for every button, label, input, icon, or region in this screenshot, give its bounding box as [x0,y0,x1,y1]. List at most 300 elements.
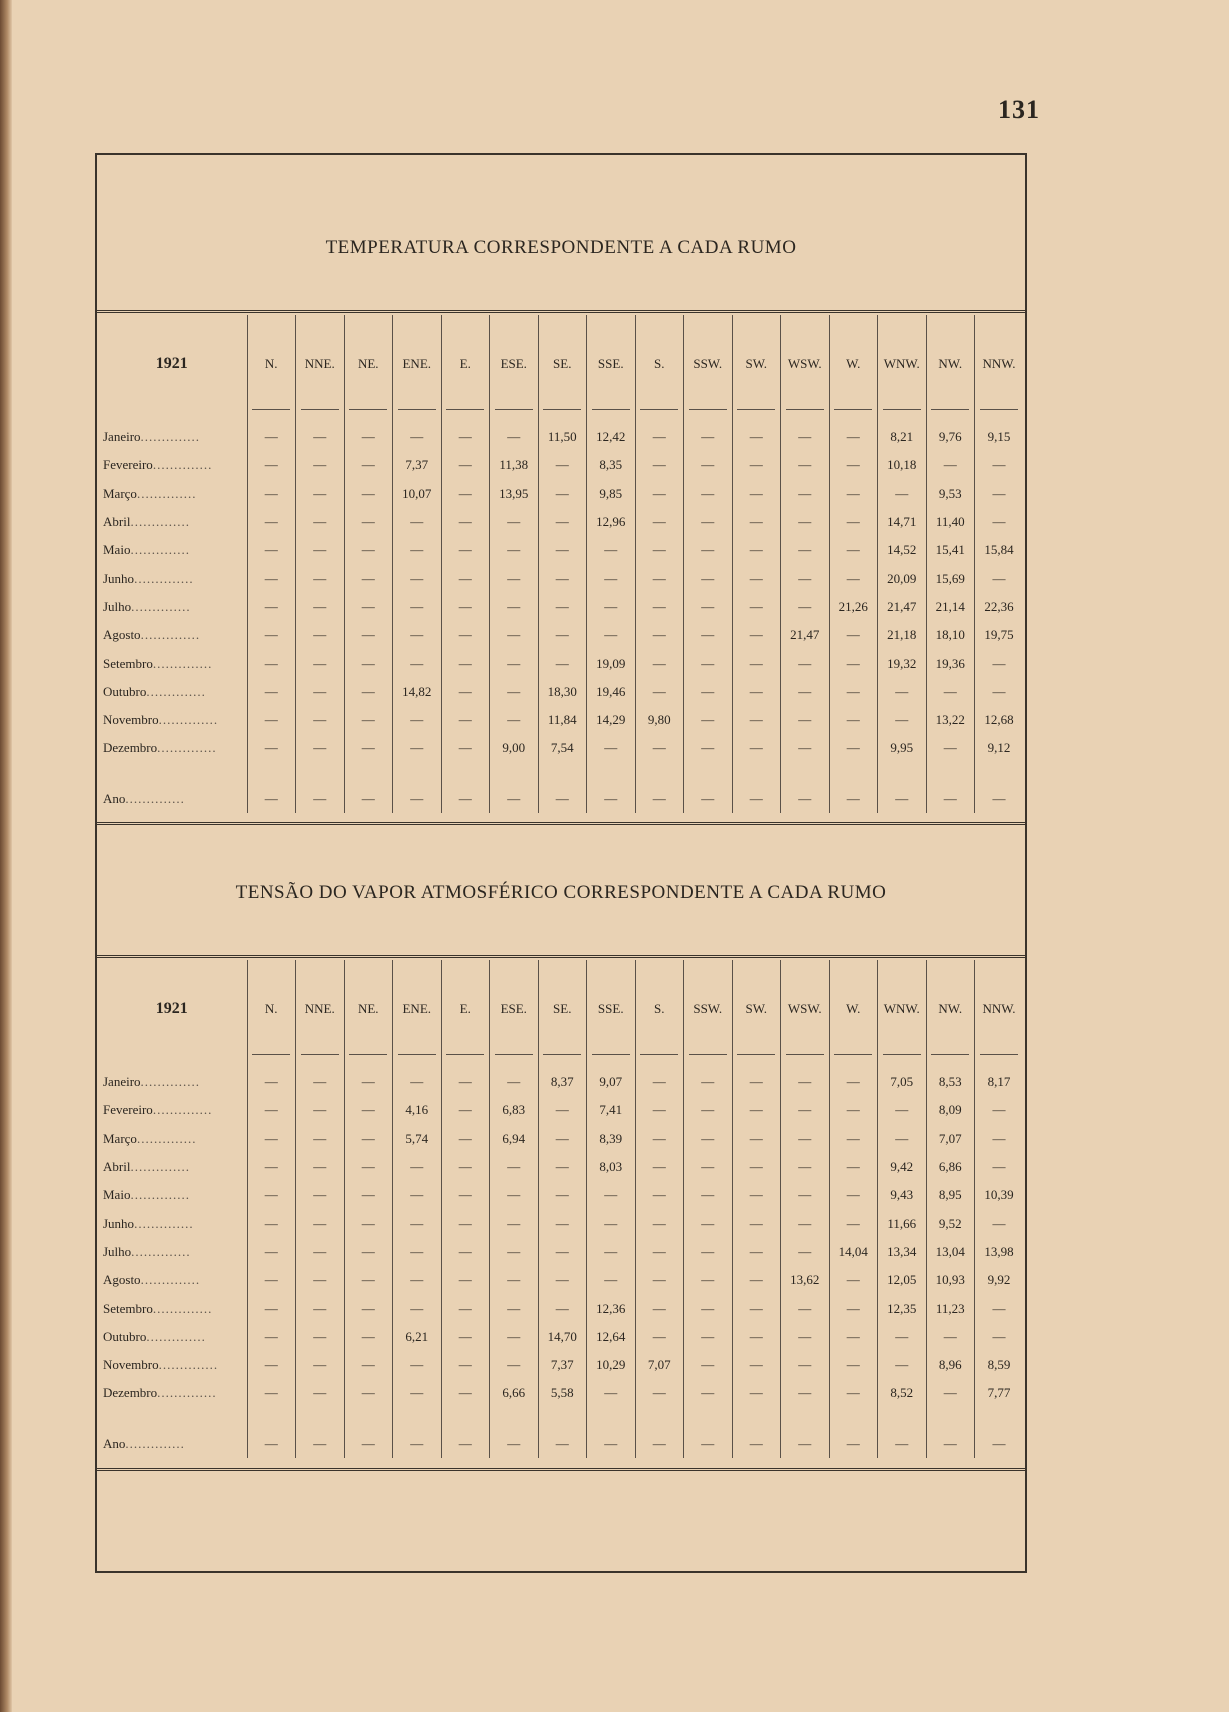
spacer-row [97,413,1023,423]
leader-dots: .............. [130,542,190,558]
column-header [538,315,587,413]
table-row [97,1294,1023,1322]
table-row [97,621,1023,649]
value-cell: — [635,649,684,677]
value-cell: — [635,1209,684,1237]
value-cell: 7,37 [538,1351,587,1379]
value-cell: — [781,1181,830,1209]
section-rule [97,310,1025,313]
value-cell: 9,15 [975,423,1024,451]
header-underline [349,1054,387,1055]
value-cell: — [829,508,878,536]
value-cell: — [781,1096,830,1124]
value-cell: — [344,564,393,592]
value-cell: — [829,1209,878,1237]
value-cell: — [344,1238,393,1266]
month-label: Maio [103,1187,131,1203]
spacer-cell [538,413,587,423]
value-cell: 9,12 [975,734,1024,762]
value-cell: — [781,678,830,706]
column-header [441,960,490,1058]
spacer-cell [441,413,490,423]
value-cell: — [441,423,490,451]
value-cell: — [975,1209,1024,1237]
spacer-cell [635,1058,684,1068]
header-underline [252,409,290,410]
header-row [97,315,1023,413]
month-label: Abril [103,1159,131,1175]
value-cell: 21,14 [926,593,975,621]
value-cell: — [975,1096,1024,1124]
value-cell: — [393,508,442,536]
header-underline [543,409,581,410]
year-header: 1921 [155,355,188,372]
direction-label: WSW. [787,356,822,371]
table-row [97,1068,1023,1096]
table-row [97,678,1023,706]
direction-label: WNW. [883,1001,920,1016]
value-cell: 8,17 [975,1068,1024,1096]
month-cell [97,1096,247,1124]
value-cell: — [296,1294,345,1322]
annual-row [97,1408,1023,1458]
value-cell: — [441,1408,490,1458]
value-cell: — [781,593,830,621]
spacer-cell [587,1058,636,1068]
value-cell: — [490,564,539,592]
header-underline [592,409,630,410]
value-cell: — [829,480,878,508]
value-cell: — [344,593,393,621]
value-cell: 12,96 [587,508,636,536]
value-cell: — [247,621,296,649]
header-underline [543,1054,581,1055]
month-label: Agosto [103,1272,141,1288]
month-label: Junho [103,1215,135,1231]
table-row [97,1181,1023,1209]
column-header [635,960,684,1058]
month-cell [97,1266,247,1294]
value-cell: — [344,423,393,451]
month-cell [97,536,247,564]
value-cell: — [393,706,442,734]
value-cell: — [732,1266,781,1294]
value-cell: 11,40 [926,508,975,536]
value-cell: — [635,1408,684,1458]
table-row [97,1323,1023,1351]
value-cell: — [781,1238,830,1266]
year-header: 1921 [155,1000,188,1017]
value-cell: — [393,763,442,813]
value-cell: — [684,1068,733,1096]
header-underline [495,1054,533,1055]
value-cell: — [344,1294,393,1322]
month-label: Janeiro [103,429,141,445]
month-cell [97,706,247,734]
column-header [926,960,975,1058]
value-cell: 10,29 [587,1351,636,1379]
value-cell: 15,41 [926,536,975,564]
value-cell: — [490,1323,539,1351]
value-cell: — [781,536,830,564]
leader-dots: .............. [140,429,201,445]
value-cell: — [829,763,878,813]
spacer-cell [829,1058,878,1068]
value-cell: — [538,564,587,592]
value-cell: 9,53 [926,480,975,508]
value-cell: 10,18 [878,451,927,479]
section-title: TENSÃO DO VAPOR ATMOSFÉRICO CORRESPONDENTE A CADA RUMO [235,882,887,903]
value-cell: — [441,480,490,508]
spacer-cell [97,1058,247,1068]
leader-dots: .............. [130,1187,190,1203]
value-cell: — [441,678,490,706]
column-header [247,315,296,413]
spacer-cell [296,1058,345,1068]
value-cell: 13,98 [975,1238,1024,1266]
header-underline [446,409,484,410]
value-cell: — [296,1408,345,1458]
section-rule [97,955,1025,958]
value-cell: 9,43 [878,1181,927,1209]
value-cell: — [393,1294,442,1322]
column-header [296,315,345,413]
value-cell: — [781,1379,830,1407]
value-cell: — [441,593,490,621]
value-cell: — [635,536,684,564]
header-underline [980,1054,1018,1055]
value-cell: — [393,1408,442,1458]
value-cell: — [247,1181,296,1209]
value-cell: — [393,1068,442,1096]
value-cell: — [538,1096,587,1124]
month-label: Junho [103,570,135,586]
value-cell: — [829,706,878,734]
direction-label: NW. [938,1001,963,1016]
table-row [97,1266,1023,1294]
value-cell: — [587,1266,636,1294]
value-cell: — [296,1379,345,1407]
month-cell [97,763,247,813]
value-cell: — [247,480,296,508]
value-cell: 9,92 [975,1266,1024,1294]
month-cell [97,1379,247,1407]
value-cell: — [732,536,781,564]
value-cell: — [296,649,345,677]
value-cell: — [441,1294,490,1322]
value-cell: — [975,649,1024,677]
value-cell: — [296,1351,345,1379]
value-cell: — [635,508,684,536]
spacer-cell [635,413,684,423]
header-underline [640,1054,678,1055]
leader-dots: .............. [152,655,213,671]
value-cell: — [684,1153,733,1181]
leader-dots: .............. [140,627,201,643]
value-cell: — [635,1266,684,1294]
value-cell: — [684,1266,733,1294]
value-cell: — [441,1379,490,1407]
value-cell: — [587,564,636,592]
value-cell: — [829,451,878,479]
month-cell [97,1294,247,1322]
value-cell: — [296,1209,345,1237]
leader-dots: .............. [152,1300,213,1316]
header-underline [640,409,678,410]
month-cell [97,564,247,592]
value-cell: 11,84 [538,706,587,734]
header-underline [301,409,339,410]
header-underline [883,409,921,410]
table-row [97,1238,1023,1266]
leader-dots: .............. [134,570,194,586]
direction-label: SW. [745,356,768,371]
column-header [926,315,975,413]
value-cell: — [635,593,684,621]
value-cell: 6,21 [393,1323,442,1351]
value-cell: 6,66 [490,1379,539,1407]
value-cell: — [247,423,296,451]
table-row [97,706,1023,734]
spacer-cell [781,413,830,423]
value-cell: — [490,678,539,706]
value-cell: — [732,1408,781,1458]
direction-label: W. [846,356,861,371]
value-cell: 14,82 [393,678,442,706]
leader-dots: .............. [152,457,213,473]
spacer-cell [926,1058,975,1068]
value-cell: 6,94 [490,1125,539,1153]
value-cell: — [538,649,587,677]
value-cell: — [490,621,539,649]
value-cell: 21,47 [878,593,927,621]
value-cell: — [635,763,684,813]
month-label: Ano [103,1435,126,1451]
table-row [97,508,1023,536]
value-cell: — [441,508,490,536]
value-cell: — [247,1125,296,1153]
month-cell [97,1238,247,1266]
value-cell: — [344,1068,393,1096]
value-cell: 9,76 [926,423,975,451]
value-cell: — [441,734,490,762]
value-cell: — [538,593,587,621]
spacer-cell [975,1058,1024,1068]
value-cell: — [781,480,830,508]
value-cell: — [344,1181,393,1209]
value-cell: — [587,1209,636,1237]
leader-dots: .............. [158,1357,219,1373]
value-cell: — [975,564,1024,592]
header-underline [689,1054,727,1055]
header-underline [980,409,1018,410]
value-cell: 7,07 [926,1125,975,1153]
value-cell: — [538,1181,587,1209]
spacer-cell [538,1058,587,1068]
value-cell: — [344,1125,393,1153]
value-cell: — [781,508,830,536]
leader-dots: .............. [136,485,197,501]
header-underline [301,1054,339,1055]
spacer-cell [296,413,345,423]
value-cell: — [781,649,830,677]
spacer-cell [926,413,975,423]
value-cell: — [296,1266,345,1294]
value-cell: 13,22 [926,706,975,734]
table-frame [95,153,1027,1573]
value-cell: 12,68 [975,706,1024,734]
month-cell [97,649,247,677]
column-header [684,960,733,1058]
value-cell: — [781,423,830,451]
value-cell: 10,07 [393,480,442,508]
month-label: Julho [103,598,132,614]
value-cell: — [781,1153,830,1181]
value-cell: — [587,1408,636,1458]
month-cell [97,1323,247,1351]
column-header [344,315,393,413]
header-underline [931,1054,969,1055]
value-cell: — [296,706,345,734]
value-cell: — [732,1096,781,1124]
spacer-cell [490,1058,539,1068]
value-cell: — [538,480,587,508]
value-cell: 10,39 [975,1181,1024,1209]
value-cell: — [490,1068,539,1096]
value-cell: 7,41 [587,1096,636,1124]
value-cell: — [247,1294,296,1322]
value-cell: 9,00 [490,734,539,762]
value-cell: 18,30 [538,678,587,706]
page-number: 131 [998,95,1040,124]
value-cell: — [587,734,636,762]
value-cell: — [441,1351,490,1379]
value-cell: — [732,1068,781,1096]
value-cell: 8,37 [538,1068,587,1096]
value-cell: — [538,763,587,813]
value-cell: — [878,678,927,706]
value-cell: — [247,1351,296,1379]
value-cell: — [538,621,587,649]
value-cell: — [296,508,345,536]
value-cell: 20,09 [878,564,927,592]
value-cell: — [393,1153,442,1181]
value-cell: — [635,1238,684,1266]
value-cell: — [635,564,684,592]
value-cell: — [344,1408,393,1458]
header-underline [834,409,872,410]
month-cell [97,678,247,706]
value-cell: — [684,1125,733,1153]
leader-dots: .............. [146,683,206,699]
value-cell: — [490,508,539,536]
value-cell: — [926,1323,975,1351]
value-cell: 9,95 [878,734,927,762]
temperature-table [97,315,1023,813]
value-cell: — [781,1209,830,1237]
value-cell: 15,84 [975,536,1024,564]
column-header [490,960,539,1058]
value-cell: — [296,1096,345,1124]
value-cell: — [538,1294,587,1322]
value-cell: — [635,678,684,706]
table-row [97,1153,1023,1181]
value-cell: — [684,1408,733,1458]
value-cell: — [732,1125,781,1153]
value-cell: — [441,1323,490,1351]
value-cell: — [732,706,781,734]
direction-label: E. [459,356,471,371]
value-cell: — [296,1323,345,1351]
value-cell: — [393,564,442,592]
leader-dots: .............. [140,1074,201,1090]
value-cell: 22,36 [975,593,1024,621]
value-cell: — [538,451,587,479]
value-cell: — [538,1266,587,1294]
month-cell [97,1408,247,1458]
table-row [97,649,1023,677]
leader-dots: .............. [130,1159,190,1175]
value-cell: — [732,593,781,621]
value-cell: — [344,1209,393,1237]
table-row [97,1096,1023,1124]
column-header [393,315,442,413]
value-cell: — [344,649,393,677]
value-cell: — [441,1209,490,1237]
value-cell: — [684,1181,733,1209]
table-row [97,1125,1023,1153]
value-cell: — [296,734,345,762]
value-cell: — [829,678,878,706]
header-underline [689,409,727,410]
value-cell: 8,53 [926,1068,975,1096]
month-cell [97,1153,247,1181]
value-cell: 12,36 [587,1294,636,1322]
value-cell: — [684,593,733,621]
value-cell: — [829,621,878,649]
value-cell: — [732,1351,781,1379]
value-cell: — [344,1096,393,1124]
value-cell: 8,52 [878,1379,927,1407]
value-cell: — [684,1351,733,1379]
value-cell: — [829,1125,878,1153]
table-row [97,423,1023,451]
value-cell: — [296,564,345,592]
month-label: Setembro [103,1300,153,1316]
value-cell: — [878,480,927,508]
value-cell: — [441,1096,490,1124]
value-cell: — [732,451,781,479]
spacer-cell [587,413,636,423]
value-cell: 13,34 [878,1238,927,1266]
value-cell: — [247,1238,296,1266]
value-cell: — [490,1238,539,1266]
vapor-tension-table [97,960,1023,1458]
value-cell: — [732,564,781,592]
header-underline [786,1054,824,1055]
table-row [97,1351,1023,1379]
value-cell: 6,83 [490,1096,539,1124]
month-label: Setembro [103,655,153,671]
spacer-cell [684,1058,733,1068]
value-cell: — [878,1125,927,1153]
value-cell: — [829,1351,878,1379]
value-cell: 19,32 [878,649,927,677]
value-cell: — [732,649,781,677]
column-header [247,960,296,1058]
value-cell: — [926,678,975,706]
value-cell: — [441,1068,490,1096]
